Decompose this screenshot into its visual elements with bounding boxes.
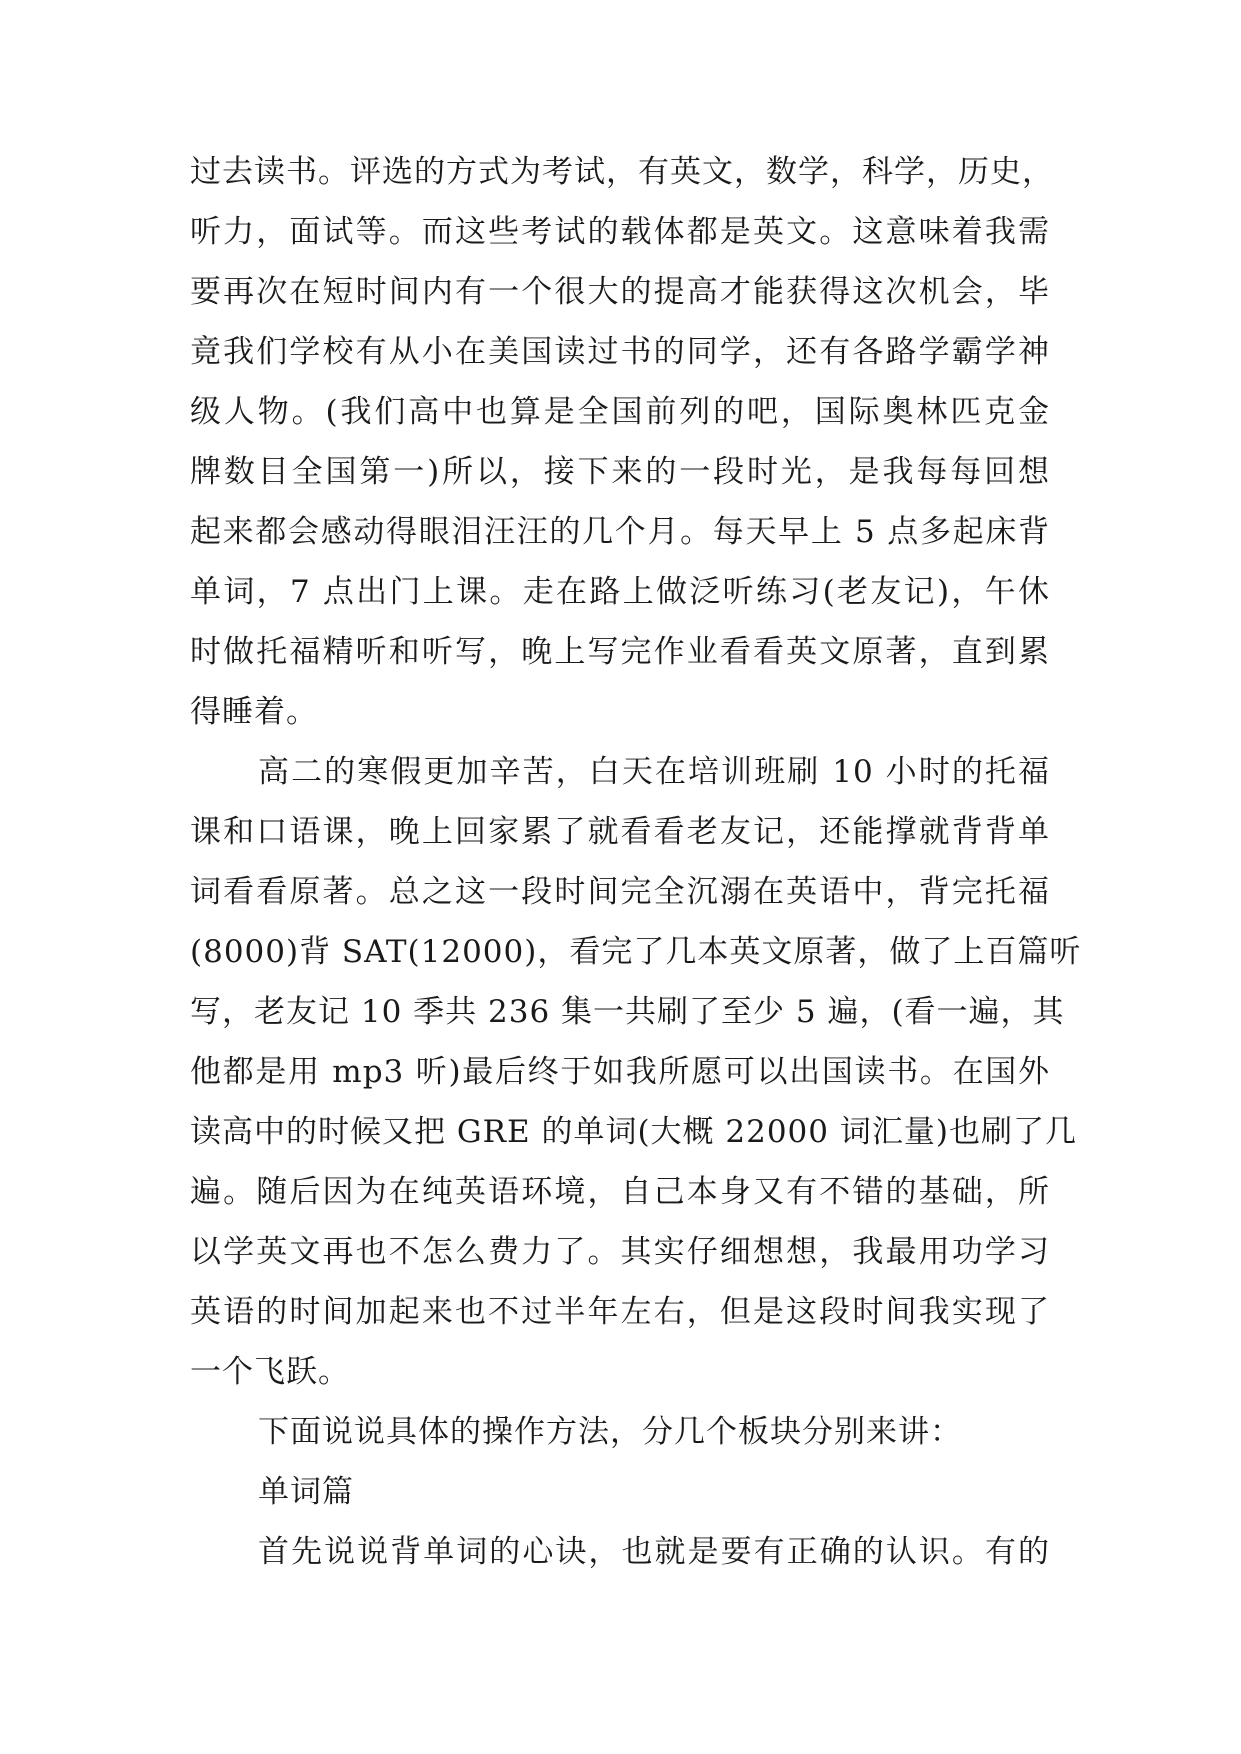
text-line: 写，老友记 10 季共 236 集一共刷了至少 5 遍，(看一遍，其 (190, 994, 1065, 1030)
text-line: (8000)背 SAT(12000)，看完了几本英文原著，做了上百篇听 (190, 934, 1082, 970)
text-line: 一个飞跃。 (190, 1354, 350, 1390)
text-line: 高二的寒假更加辛苦，白天在培训班刷 10 小时的托福 (258, 754, 1050, 790)
text-line: 牌数目全国第一)所以，接下来的一段时光，是我每每回想 (190, 454, 1050, 490)
text-line: 时做托福精听和听写，晚上写完作业看看英文原著，直到累 (190, 634, 1050, 670)
text-line: 得睡着。 (190, 694, 318, 730)
paragraph-4 (190, 1522, 1050, 1582)
text-line: 要再次在短时间内有一个很大的提高才能获得这次机会，毕 (190, 274, 1050, 310)
text-line: 首先说说背单词的心诀，也就是要有正确的认识。有的 (258, 1534, 1050, 1570)
paragraph-2 (190, 742, 1082, 1402)
text-line: 单词，7 点出门上课。走在路上做泛听练习(老友记)，午休 (190, 574, 1050, 610)
text-line: 级人物。(我们高中也算是全国前列的吧，国际奥林匹克金 (190, 394, 1050, 430)
text-line: 词看看原著。总之这一段时间完全沉溺在英语中，背完托福 (190, 874, 1050, 910)
text-line: 起来都会感动得眼泪汪汪的几个月。每天早上 5 点多起床背 (190, 514, 1050, 550)
text-line: 他都是用 mp3 听)最后终于如我所愿可以出国读书。在国外 (190, 1054, 1050, 1090)
text-line: 遍。随后因为在纯英语环境，自己本身又有不错的基础，所 (190, 1174, 1050, 1210)
text-line: 竟我们学校有从小在美国读过书的同学，还有各路学霸学神 (190, 334, 1050, 370)
text-line: 读高中的时候又把 GRE 的单词(大概 22000 词汇量)也刷了几 (190, 1114, 1077, 1150)
heading-text: 单词篇 (258, 1474, 354, 1510)
paragraph-1 (190, 142, 1054, 742)
section-heading (190, 1462, 1050, 1522)
text-line: 以学英文再也不怎么费力了。其实仔细想想，我最用功学习 (190, 1234, 1050, 1270)
text-line: 过去读书。评选的方式为考试，有英文，数学，科学，历史， (190, 154, 1054, 190)
paragraph-3 (190, 1402, 1050, 1462)
text-line: 下面说说具体的操作方法，分几个板块分别来讲： (258, 1414, 962, 1450)
text-line: 课和口语课，晚上回家累了就看看老友记，还能撑就背背单 (190, 814, 1050, 850)
text-line: 英语的时间加起来也不过半年左右，但是这段时间我实现了 (190, 1294, 1050, 1330)
text-line: 听力，面试等。而这些考试的载体都是英文。这意味着我需 (190, 214, 1050, 250)
